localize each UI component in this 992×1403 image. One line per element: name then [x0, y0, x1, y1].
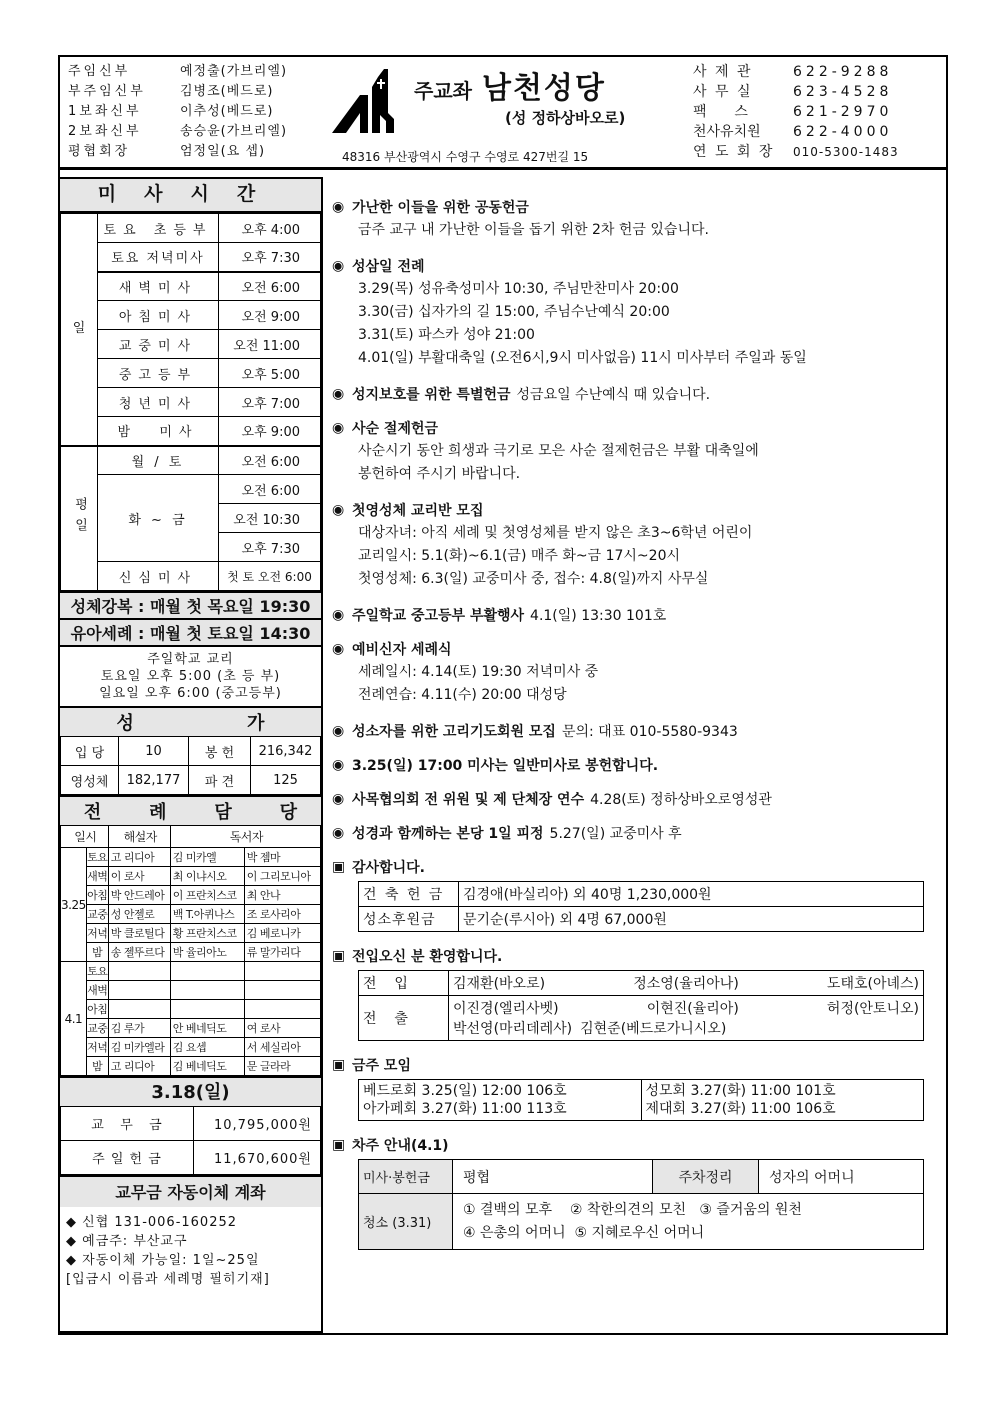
- radio-bullet-icon: ◉: [332, 420, 345, 436]
- radio-bullet-icon: ◉: [332, 199, 345, 215]
- contact-row: [693, 142, 899, 162]
- radio-bullet-icon: ◉: [332, 502, 345, 518]
- notice-text: 4.28(토) 정하상바오로영성관: [590, 792, 772, 808]
- heading-char: 당: [279, 802, 298, 823]
- reader: 박 젬마: [244, 848, 320, 867]
- section-title: 차주 안내(4.1): [352, 1138, 449, 1154]
- sacraments-heading: [60, 706, 321, 736]
- mass-name: 중고등부: [98, 359, 219, 388]
- radio-bullet-icon: ◉: [332, 641, 345, 657]
- reader: 황 프란치스코: [170, 924, 244, 943]
- commentator: 고 리디아: [108, 1057, 170, 1076]
- mass-name: 토요 저녁미사: [98, 243, 219, 272]
- meetings-table: [358, 1079, 924, 1121]
- notice-text: 4.01(일) 부활대축일 (오전6시,9시 미사없음) 11시 미사부터 주일과 동일: [358, 350, 807, 366]
- church-name: 남천성당: [481, 71, 606, 106]
- liturgy-date: 4.1: [61, 962, 87, 1076]
- infant-baptism-info: 유아세례 : 매월 첫 토요일 14:30: [60, 618, 321, 645]
- clergy-name: 김병조(베드로): [180, 84, 274, 99]
- mass-slot: 저녁: [86, 924, 108, 943]
- stat-value: 10: [119, 737, 189, 766]
- reader: [244, 1000, 320, 1019]
- member-name: 정소영(율리아나): [633, 976, 739, 992]
- cleaning-groups: ④ 은총의 어머니 ⑤ 지혜로우신 어머니: [463, 1224, 705, 1241]
- stat-value: 182,177: [119, 766, 189, 795]
- weekday-label: 평일: [61, 446, 98, 591]
- mass-time: 오전 9:00: [219, 301, 321, 330]
- mass-name: 토요 초등부: [98, 214, 219, 243]
- notice-text: 3.30(금) 십자가의 길 15:00, 주님수난예식 20:00: [358, 304, 670, 320]
- contact-row: [693, 82, 899, 102]
- notice-title: 성지보호를 위한 특별헌금: [352, 387, 511, 403]
- contact-label: 사 제 관: [693, 64, 753, 80]
- finance-label: 주 일 헌 금: [61, 1141, 194, 1175]
- mass-time: 오후 7:00: [219, 388, 321, 417]
- donation-detail: 문기순(루시아) 외 4명 67,000원: [459, 907, 924, 932]
- mass-time: 오후 9:00: [219, 417, 321, 446]
- notice-item: [332, 418, 944, 486]
- mass-time: 첫 토 오전 6:00: [219, 562, 321, 591]
- notice-text: 3.31(토) 파스카 성야 21:00: [358, 327, 535, 343]
- stat-label: 입 당: [61, 737, 119, 766]
- clergy-list: [68, 62, 287, 162]
- header: [60, 57, 946, 170]
- member-name: 이현진(율리아): [646, 1001, 739, 1017]
- title-prefix: 주교좌: [414, 79, 472, 103]
- contact-number: 622-9288: [793, 64, 893, 80]
- reader: 이 그리모니아: [244, 867, 320, 886]
- duty-label: 미사·봉헌금: [359, 1160, 453, 1194]
- reader: [244, 981, 320, 1000]
- notice-text: 5.27(일) 교중미사 후: [549, 826, 682, 842]
- notice-item: [332, 605, 944, 625]
- reader: 김 미카엘: [170, 848, 244, 867]
- church-address: 48316 부산광역시 수영구 수영로 427번길 15: [342, 150, 589, 164]
- notice-text: 사순시기 동안 희생과 극기로 모은 사순 절제헌금은 부활 대축일에: [358, 443, 759, 459]
- notice-title: 주일학교 중고등부 부활행사: [352, 608, 525, 624]
- notice-item: [332, 721, 944, 741]
- mass-name: 교중미사: [98, 330, 219, 359]
- meeting-entry: 베드로회 3.25(일) 12:00 106호: [363, 1083, 567, 1099]
- donation-detail: 김경애(바실리아) 외 40명 1,230,000원: [459, 882, 924, 907]
- reader: [170, 962, 244, 981]
- reader: 김 요셉: [170, 1038, 244, 1057]
- sunday-school-line: 일요일 오후 6:00 (중고등부): [99, 686, 282, 701]
- meeting-entry: 성모회 3.27(화) 11:00 101호: [645, 1083, 836, 1099]
- commentator: [108, 962, 170, 981]
- mass-name: 화 ~ 금: [98, 475, 219, 562]
- reader: 여 로사: [244, 1019, 320, 1038]
- contact-row: [693, 122, 899, 142]
- notice-title: 사목협의회 전 위원 및 제 단체장 연수: [352, 792, 585, 808]
- duty-value: 평협: [453, 1160, 653, 1194]
- notice-item: [332, 639, 944, 707]
- col-header: 일시: [61, 826, 109, 848]
- stat-value: 125: [251, 766, 321, 795]
- radio-bullet-icon: ◉: [332, 607, 345, 623]
- reader: 최 안나: [244, 886, 320, 905]
- reader: 류 말가리다: [244, 943, 320, 962]
- section-title: 전입오신 분 환영합니다.: [352, 949, 503, 965]
- notice-text: 성금요일 수난예식 때 있습니다.: [516, 387, 711, 403]
- adoration-info: 성체강복 : 매월 첫 목요일 19:30: [60, 591, 321, 618]
- notice-title: 성삼일 전례: [352, 259, 425, 275]
- mass-slot: 저녁: [86, 1038, 108, 1057]
- notice-item: [332, 256, 944, 370]
- meeting-entry: 아가페회 3.27(화) 11:00 113호: [363, 1101, 567, 1117]
- clergy-role: 평협회장: [68, 144, 131, 159]
- sunday-label: 일: [61, 214, 98, 446]
- notice-text: 세례일시: 4.14(토) 19:30 저녁미사 중: [358, 664, 599, 680]
- notice-item: [332, 197, 944, 242]
- mass-slot: 새벽: [86, 981, 108, 1000]
- donation-type: 성소후원금: [359, 907, 459, 932]
- notice-text: 대상자녀: 아직 세례 및 첫영성체를 받지 않은 초3~6학년 어린이: [358, 525, 753, 541]
- notice-item: [332, 789, 944, 809]
- commentator: [108, 981, 170, 1000]
- reader: [170, 981, 244, 1000]
- contact-number: 010-5300-1483: [793, 145, 899, 159]
- clergy-role: 부주임신부: [68, 84, 146, 99]
- finance-value: 11,670,600원: [194, 1141, 321, 1175]
- clergy-row: [68, 102, 287, 122]
- reader: 김 베네딕도: [170, 1057, 244, 1076]
- clergy-row: [68, 142, 287, 162]
- mass-slot: 새벽: [86, 867, 108, 886]
- notice-title: 3.25(일) 17:00 미사는 일반미사로 봉헌합니다.: [352, 758, 659, 774]
- contact-number: 621-2970: [793, 104, 893, 120]
- clergy-row: [68, 82, 287, 102]
- meeting-entry: 제대회 3.27(화) 11:00 106호: [645, 1101, 836, 1117]
- duty-label: 주차정리: [653, 1160, 759, 1194]
- bulletin-frame: [58, 55, 948, 1335]
- reader: [170, 1000, 244, 1019]
- mass-name: 월 / 토: [98, 446, 219, 475]
- clergy-role: 1보좌신부: [68, 104, 142, 119]
- notice-text: 문의: 대표 010-5580-9343: [561, 724, 738, 740]
- donation-type: 건 축 헌 금: [359, 882, 459, 907]
- mass-time: 오후 5:00: [219, 359, 321, 388]
- reader: 이 프란치스코: [170, 886, 244, 905]
- cleaning-groups: ① 결백의 모후 ② 착한의견의 모친 ③ 즐거움의 원천: [463, 1201, 802, 1218]
- mass-time: 오후 7:30: [219, 243, 321, 272]
- clergy-role: 2보좌신부: [68, 124, 142, 139]
- church-title: [414, 63, 606, 107]
- liturgy-heading: [60, 795, 321, 825]
- clergy-name: 송승윤(가브리엘): [180, 124, 288, 139]
- mass-times-table: [60, 213, 321, 591]
- mass-slot: 아침: [86, 1000, 108, 1019]
- account-info: [60, 1207, 321, 1295]
- notice-text: 금주 교구 내 가난한 이들을 돕기 위한 2차 헌금 있습니다.: [358, 222, 709, 238]
- mass-slot: 토요: [86, 962, 108, 981]
- notice-text: 4.1(일) 13:30 101호: [530, 608, 667, 624]
- heading-char: 담: [214, 802, 232, 823]
- clergy-role: 주임신부: [68, 64, 131, 79]
- mass-slot: 교중: [86, 1019, 108, 1038]
- heading-char: 전: [83, 802, 102, 823]
- contact-label: 팩 스: [693, 104, 750, 120]
- col-header: 해설자: [108, 826, 170, 848]
- notice-title: 성소자를 위한 고리기도회원 모집: [352, 724, 556, 740]
- thanks-section: [332, 857, 944, 932]
- mass-name: 신심미사: [98, 562, 219, 591]
- mass-time: 오전 6:00: [219, 272, 321, 301]
- radio-bullet-icon: ◉: [332, 386, 345, 402]
- square-bullet-icon: ▣: [332, 859, 346, 875]
- church-logo-icon: [332, 65, 412, 135]
- notice-item: [332, 823, 944, 843]
- notice-title: 첫영성체 교리반 모집: [352, 503, 484, 519]
- radio-bullet-icon: ◉: [332, 757, 345, 773]
- finance-value: 10,795,000원: [194, 1107, 321, 1141]
- clergy-name: 예정출(가브리엘): [180, 64, 288, 79]
- account-heading: 교무금 자동이체 계좌: [60, 1175, 321, 1207]
- contact-row: [693, 102, 899, 122]
- commentator: 김 루가: [108, 1019, 170, 1038]
- liturgy-table: [60, 825, 321, 1076]
- mass-name: 밤 미사: [98, 417, 219, 446]
- right-column: [332, 197, 944, 1264]
- clergy-row: [68, 122, 287, 142]
- member-name: 허정(안토니오): [826, 1001, 919, 1017]
- mass-time: 오전 6:00: [219, 475, 321, 504]
- member-name: 도태호(아녜스): [826, 976, 919, 992]
- notice-title: 성경과 함께하는 본당 1일 피정: [352, 826, 544, 842]
- commentator: 김 미카엘라: [108, 1038, 170, 1057]
- mass-time: 오전 10:30: [219, 504, 321, 533]
- reader: 서 세실리아: [244, 1038, 320, 1057]
- mass-times-heading: 미사시간: [60, 179, 321, 213]
- commentator: 성 안젤로: [108, 905, 170, 924]
- member-name: 이진경(엘리사벳): [453, 1001, 559, 1017]
- square-bullet-icon: ▣: [332, 948, 346, 964]
- stat-value: 216,342: [251, 737, 321, 766]
- welcome-table: [358, 970, 924, 1041]
- account-line: ◆ 예금주: 부산교구: [66, 1234, 188, 1249]
- sunday-school-line: 토요일 오후 5:00 (초 등 부): [100, 669, 281, 684]
- mass-slot: 밤: [86, 1057, 108, 1076]
- mass-slot: 교중: [86, 905, 108, 924]
- notice-title: 사순 절제헌금: [352, 421, 439, 437]
- notice-item: [332, 500, 944, 591]
- notice-text: 교리일시: 5.1(화)~6.1(금) 매주 화~금 17시~20시: [358, 548, 681, 564]
- reader: 최 이냐시오: [170, 867, 244, 886]
- mass-time: 오후 7:30: [219, 533, 321, 562]
- mass-name: 아침미사: [98, 301, 219, 330]
- mass-slot: 밤: [86, 943, 108, 962]
- commentator: [108, 1000, 170, 1019]
- heading-char: 성: [116, 713, 134, 734]
- contact-label: 사 무 실: [693, 84, 753, 100]
- meetings-section: [332, 1055, 944, 1121]
- move-out-label: 전 출: [359, 996, 449, 1041]
- church-patron: (성 정하상바오로): [505, 109, 626, 127]
- next-week-table: [358, 1159, 924, 1250]
- finance-table: [60, 1106, 321, 1175]
- heading-char: 례: [149, 802, 167, 823]
- mass-slot: 토요: [86, 848, 108, 867]
- col-header: 독서자: [170, 826, 320, 848]
- commentator: 이 로사: [108, 867, 170, 886]
- radio-bullet-icon: ◉: [332, 258, 345, 274]
- commentator: 고 리디아: [108, 848, 170, 867]
- account-line: ◆ 자동이체 가능일: 1일~25일: [66, 1253, 260, 1268]
- welcome-section: [332, 946, 944, 1041]
- stat-label: 영성체: [61, 766, 119, 795]
- mass-time: 오전 6:00: [219, 446, 321, 475]
- reader: [244, 962, 320, 981]
- notice-item: [332, 384, 944, 404]
- contact-label: 천사유치원: [693, 124, 761, 140]
- next-week-section: [332, 1135, 944, 1250]
- notice-title: 가난한 이들을 위한 공동헌금: [352, 200, 529, 216]
- reader: 박 율리아노: [170, 943, 244, 962]
- notice-text: 전례연습: 4.11(수) 20:00 대성당: [358, 687, 567, 703]
- thanks-table: [358, 881, 924, 932]
- contact-label: 연 도 회 장: [693, 144, 775, 160]
- commentator: 박 클로틸다: [108, 924, 170, 943]
- clergy-name: 엄정일(요 셉): [180, 144, 266, 159]
- member-name: 박선영(마리데레사): [453, 1021, 573, 1037]
- duty-value: 성자의 어머니: [759, 1160, 924, 1194]
- duty-label: 청소 (3.31): [359, 1194, 453, 1250]
- commentator: 박 안드레아: [108, 886, 170, 905]
- finance-label: 교 무 금: [61, 1107, 194, 1141]
- left-column: [60, 177, 323, 1333]
- reader: 조 로사리아: [244, 905, 320, 924]
- reader: 김 베로니카: [244, 924, 320, 943]
- reader: 문 글라라: [244, 1057, 320, 1076]
- heading-char: 가: [247, 713, 265, 734]
- mass-slot: 아침: [86, 886, 108, 905]
- stat-label: 파 견: [189, 766, 251, 795]
- contact-list: [693, 62, 899, 162]
- mass-time: 오후 4:00: [219, 214, 321, 243]
- contact-number: 622-4000: [793, 124, 893, 140]
- member-name: 김재환(바오로): [453, 976, 546, 992]
- radio-bullet-icon: ◉: [332, 723, 345, 739]
- mass-name: 청년미사: [98, 388, 219, 417]
- sacraments-table: [60, 736, 321, 795]
- section-title: 감사합니다.: [352, 860, 425, 876]
- notice-text: 봉헌하여 주시기 바랍니다.: [358, 466, 521, 482]
- radio-bullet-icon: ◉: [332, 791, 345, 807]
- move-in-label: 전 입: [359, 971, 449, 996]
- sunday-school-title: 주일학교 교리: [147, 652, 234, 667]
- contact-row: [693, 62, 899, 82]
- notice-text: 3.29(목) 성유축성미사 10:30, 주님만찬미사 20:00: [358, 281, 679, 297]
- account-line: [입금시 이름과 세례명 필히기재]: [66, 1272, 270, 1287]
- notice-title: 예비신자 세례식: [352, 642, 452, 658]
- clergy-name: 이추성(베드로): [180, 104, 274, 119]
- mass-name: 새벽미사: [98, 272, 219, 301]
- radio-bullet-icon: ◉: [332, 825, 345, 841]
- commentator: 송 젤뚜르다: [108, 943, 170, 962]
- square-bullet-icon: ▣: [332, 1057, 346, 1073]
- account-line: ◆ 신협 131-006-160252: [66, 1215, 238, 1230]
- notice-text: 첫영성체: 6.3(일) 교중미사 중, 접수: 4.8(일)까지 사무실: [358, 571, 709, 587]
- mass-time: 오전 11:00: [219, 330, 321, 359]
- stat-label: 봉 헌: [189, 737, 251, 766]
- notice-item: [332, 755, 944, 775]
- contact-number: 623-4528: [793, 84, 893, 100]
- reader: 백 T.아퀴나스: [170, 905, 244, 924]
- sunday-school-info: [60, 645, 321, 706]
- square-bullet-icon: ▣: [332, 1137, 346, 1153]
- reader: 안 베네딕도: [170, 1019, 244, 1038]
- clergy-row: [68, 62, 287, 82]
- section-title: 금주 모임: [352, 1058, 411, 1074]
- finance-date: 3.18(일): [60, 1076, 321, 1106]
- member-name: 김현준(베드로가니시오): [580, 1021, 727, 1037]
- liturgy-date: 3.25: [61, 848, 87, 962]
